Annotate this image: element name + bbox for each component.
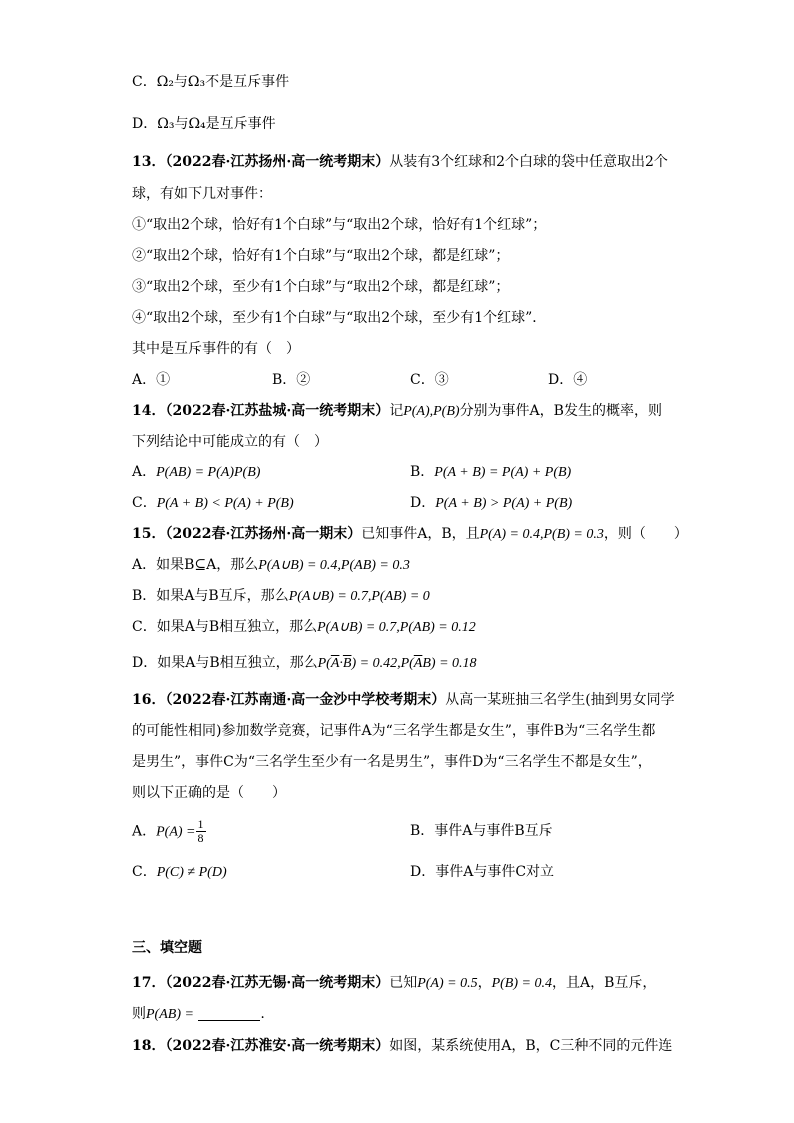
q13-option-b: B．② (272, 372, 311, 388)
q18-text: 如图，某系统使用A，B，C三种不同的元件连 (389, 1038, 673, 1054)
q14-number: 14． (132, 403, 166, 419)
q14-option-d (410, 493, 572, 514)
q17-line2-pre: 则 (132, 1006, 146, 1022)
q17-pre: 已知 (389, 975, 418, 991)
q15-d-math-abar2: $\overline{A}$ (413, 656, 423, 671)
q18-line1 (132, 1036, 672, 1056)
q13-item1: ①“取出2个球，恰好有1个白球”与“取出2个球，恰好有1个红球”； (132, 217, 547, 233)
q13-line2: 球，有如下几对事件： (132, 186, 272, 202)
q13-item4: ④“取出2个球，至少有1个白球”与“取出2个球，至少有1个红球”． (132, 310, 547, 326)
q17-line2-math: P(AB) = (146, 1007, 194, 1022)
q14-option-b-math: P(A + B) = P(A) + P(B) (434, 465, 572, 480)
q14-source: （2022春·江苏盐城·高一统考期末） (165, 403, 390, 419)
q15-option-d-math (318, 656, 477, 671)
answer-blank[interactable] (198, 1006, 260, 1021)
q16-line1 (132, 690, 675, 710)
q15-option-c-text: C．如果A与B相互独立，那么 (132, 619, 318, 635)
q15-d-math-part: ) = 0.42,P( (351, 656, 414, 671)
q16-text1: 从高一某班抽三名学生(抽到男女同学 (445, 692, 675, 708)
q15-line1 (132, 524, 688, 545)
q14-option-c-math: P(A + B) < P(A) + P(B) (156, 496, 294, 511)
q17-line2-post: . (260, 1006, 265, 1022)
q16-fraction-denominator: 8 (197, 831, 204, 845)
q17-mid: ， (477, 975, 492, 991)
q14-option-b (410, 462, 571, 483)
q14-option-c (132, 493, 294, 514)
q14-option-d-label: D． (410, 495, 436, 511)
q14-line1 (132, 401, 662, 422)
q16-line3: 是男生”，事件C为“三名学生至少有一名是男生”，事件D为“三名学生不都是女生”， (132, 754, 652, 770)
q13-text: 从装有3个红球和2个白球的袋中任意取出2个 (389, 154, 668, 170)
q13-source: （2022春·江苏扬州·高一统考期末） (165, 154, 390, 170)
q15-d-math-part: P( (317, 656, 331, 671)
q13-line1 (132, 152, 668, 172)
q17-source: （2022春·江苏无锡·高一统考期末） (165, 975, 390, 991)
q15-post: ，则（ ） (603, 526, 688, 542)
q16-option-a-math: P(A) = (156, 824, 196, 840)
q16-line2: 的可能性相同)参加数学竞赛，记事件A为“三名学生都是女生”，事件B为“三名学生都 (132, 723, 656, 739)
q16-option-b: B．事件A与事件B互斥 (410, 823, 553, 839)
q17-line2 (132, 1004, 265, 1025)
q15-d-math-abar: $\overline{A}$ (330, 656, 340, 671)
q17-line1 (132, 973, 656, 994)
section-heading: 三、填空题 (132, 940, 202, 956)
q18-number: 18． (132, 1038, 166, 1054)
q15-d-math-bbar: $\overline{B}$ (342, 656, 352, 671)
q15-option-a-text: A．如果B⊆A，那么 (132, 557, 259, 573)
q15-option-b (132, 586, 430, 607)
q13-option-a: A．① (132, 372, 171, 388)
q14-option-a-math: P(AB) = P(A)P(B) (156, 465, 261, 480)
q13-item3: ③“取出2个球，至少有1个白球”与“取出2个球，都是红球”； (132, 279, 510, 295)
q16-source: （2022春·江苏南通·高一金沙中学校考期末） (165, 692, 446, 708)
q15-option-b-text: B．如果A与B互斥，那么 (132, 588, 289, 604)
q15-option-b-math: P(A∪B) = 0.7,P(AB) = 0 (288, 589, 430, 604)
q17-post: ，且A，B互斥， (551, 975, 657, 991)
q14-option-a (132, 462, 260, 483)
q12-option-d: D．Ω₃与Ω₄是互斥事件 (132, 116, 276, 132)
q14-option-b-label: B． (410, 464, 435, 480)
q15-option-a-math: P(A∪B) = 0.4,P(AB) = 0.3 (258, 558, 410, 573)
q13-stem: 其中是互斥事件的有（ ） (132, 341, 300, 357)
q15-pre: 已知事件A，B，且 (361, 526, 480, 542)
q15-d-math-part: B) = 0.18 (422, 656, 477, 671)
q16-option-c (132, 862, 227, 883)
q15-d-math-dot: · (339, 656, 343, 671)
q17-math1: P(A) = 0.5 (417, 976, 478, 991)
q16-fraction-numerator: 1 (197, 817, 204, 831)
q13-option-c: C．③ (410, 372, 449, 388)
q15-option-d-text: D．如果A与B相互独立，那么 (132, 655, 318, 671)
q16-option-a-label: A． (132, 823, 157, 840)
q15-option-c-math: P(A∪B) = 0.7,P(AB) = 0.12 (317, 620, 476, 635)
q17-math2: P(B) = 0.4 (491, 976, 552, 991)
q13-number: 13． (132, 154, 166, 170)
q13-item2: ②“取出2个球，恰好有1个白球”与“取出2个球，都是红球”； (132, 248, 510, 264)
q17-number: 17． (132, 975, 166, 991)
q16-line4: 则以下正确的是（ ） (132, 785, 286, 801)
q12-option-c: C．Ω₂与Ω₃不是互斥事件 (132, 74, 290, 90)
q14-pre: 记 (389, 403, 404, 419)
q14-option-c-label: C． (132, 495, 157, 511)
q18-source: （2022春·江苏淮安·高一统考期末） (165, 1038, 390, 1054)
q14-post: 分别为事件A，B发生的概率，则 (459, 403, 662, 419)
q14-option-d-math: P(A + B) > P(A) + P(B) (435, 496, 573, 511)
q16-option-c-math: P(C) ≠ P(D) (156, 865, 227, 880)
q14-line2: 下列结论中可能成立的有（ ） (132, 434, 328, 450)
q16-option-a (132, 818, 206, 845)
q16-option-c-label: C． (132, 864, 157, 880)
q15-option-d (132, 653, 477, 674)
q16-fraction (196, 818, 206, 845)
q14-math: P(A),P(B) (403, 404, 460, 419)
q13-option-d: D．④ (548, 372, 588, 388)
q15-option-a (132, 555, 410, 576)
q15-number: 15． (132, 526, 166, 542)
q15-math: P(A) = 0.4,P(B) = 0.3 (479, 527, 604, 542)
q14-option-a-label: A． (132, 464, 157, 480)
q16-option-d: D．事件A与事件C对立 (410, 864, 555, 880)
q16-number: 16． (132, 692, 166, 708)
q15-source: （2022春·江苏扬州·高一期末） (165, 526, 362, 542)
q15-option-c (132, 617, 476, 638)
